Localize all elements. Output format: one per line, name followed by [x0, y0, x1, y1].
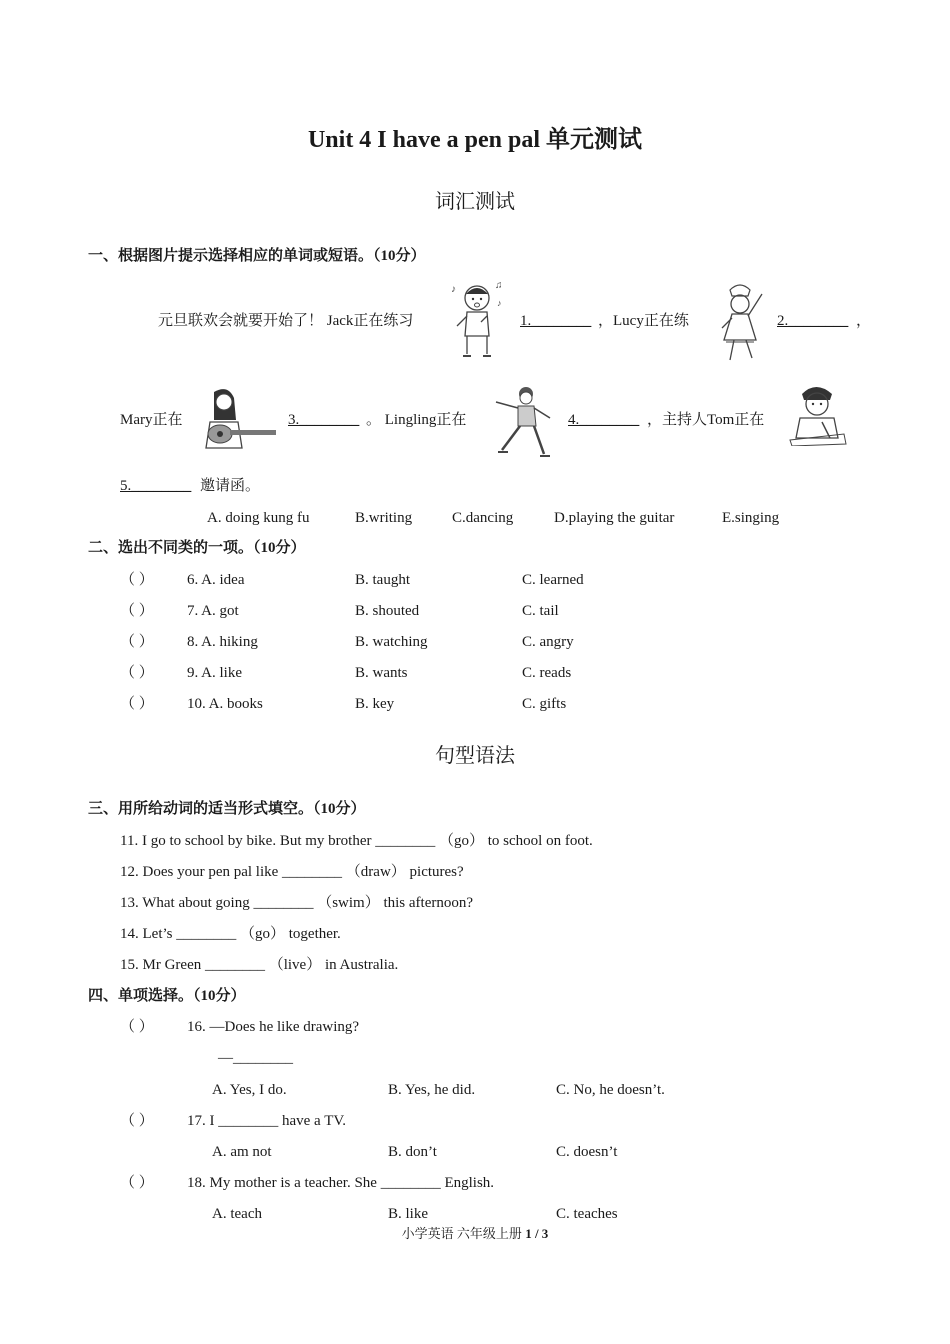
q12-text: 12. Does your pen pal like ________ （draw） pictures? — [120, 864, 464, 880]
s1-option-c: C.dancing — [452, 510, 514, 526]
s1-option-a: A. doing kung fu — [207, 510, 310, 526]
q6-option-b: B. taught — [355, 572, 410, 588]
q14-text: 14. Let’s ________ （go） together. — [120, 926, 341, 942]
s1-row1-text2: ，Lucy正在练 — [598, 313, 689, 329]
q9-option-a: 9. A. like — [187, 665, 242, 681]
q17-option-a: A. am not — [212, 1144, 272, 1160]
blank-1[interactable]: 1.________ — [520, 313, 592, 329]
q6-option-c: C. learned — [522, 572, 584, 588]
blank-3[interactable]: 3.________ — [288, 412, 360, 428]
s1-option-b: B.writing — [355, 510, 413, 526]
blank-5[interactable]: 5.________ — [120, 478, 192, 494]
page-footer — [0, 1224, 950, 1244]
q9-option-b: B. wants — [355, 665, 408, 681]
q17-option-c: C. doesn’t — [556, 1144, 618, 1160]
answer-paren[interactable]: （ ） — [120, 1019, 154, 1035]
section3-heading: 三、用所给动词的适当形式填空。（10分） — [88, 801, 366, 817]
blank-2[interactable]: 2.________ — [777, 313, 849, 329]
part1-title: 词汇测试 — [435, 191, 515, 213]
q8-option-a: 8. A. hiking — [187, 634, 258, 650]
q16-option-c: C. No, he doesn’t. — [556, 1082, 665, 1098]
s1-row3-text: 邀请函。 — [200, 478, 261, 494]
q11-text: 11. I go to school by bike. But my brother ________ （go） to school on foot. — [120, 833, 593, 849]
q18-option-a: A. teach — [212, 1206, 262, 1222]
footer-text: 小学英语 六年级上册 — [401, 1226, 522, 1241]
svg-text:♪: ♪ — [497, 298, 502, 308]
q16-option-a: A. Yes, I do. — [212, 1082, 287, 1098]
answer-paren[interactable]: （ ） — [120, 603, 154, 619]
dancing-girl-image — [710, 280, 770, 368]
q13-text: 13. What about going ________ （swim） this afternoon? — [120, 895, 474, 911]
q8-option-b: B. watching — [355, 634, 428, 650]
q18-text: 18. My mother is a teacher. She ________ English. — [187, 1175, 495, 1191]
q10-option-a: 10. A. books — [187, 696, 263, 712]
q17-option-b: B. don’t — [388, 1144, 437, 1160]
answer-paren[interactable]: （ ） — [120, 1113, 154, 1129]
section4-heading: 四、单项选择。（10分） — [88, 988, 246, 1004]
answer-paren[interactable]: （ ） — [120, 572, 154, 588]
q16-option-b: B. Yes, he did. — [388, 1082, 476, 1098]
q8-option-c: C. angry — [522, 634, 574, 650]
section2-heading: 二、选出不同类的一项。（10分） — [88, 540, 306, 556]
q16-answer-line[interactable]: —________ — [218, 1050, 293, 1066]
blank-4[interactable]: 4.________ — [568, 412, 640, 428]
s1-option-d: D.playing the guitar — [554, 510, 675, 526]
q10-option-b: B. key — [355, 696, 395, 712]
q10-option-c: C. gifts — [522, 696, 567, 712]
q18-option-c: C. teaches — [556, 1206, 618, 1222]
s1-row2-text2: 。 Lingling正在 — [366, 412, 467, 428]
s1-option-e: E.singing — [722, 510, 780, 526]
answer-paren[interactable]: （ ） — [120, 1175, 154, 1191]
section1-heading: 一、根据图片提示选择相应的单词或短语。（10分） — [88, 248, 426, 264]
q7-option-c: C. tail — [522, 603, 559, 619]
q15-text: 15. Mr Green ________ （live） in Australia. — [120, 957, 399, 973]
s1-row2-text1: Mary正在 — [120, 412, 183, 428]
s1-row2-text3: ，主持人Tom正在 — [647, 412, 765, 428]
writing-boy-image — [786, 382, 848, 446]
part2-title: 句型语法 — [435, 745, 515, 767]
q17-text: 17. I ________ have a TV. — [187, 1113, 347, 1129]
svg-text:♪: ♪ — [451, 284, 456, 295]
singing-boy-image — [447, 278, 507, 364]
page-number: 1 / 3 — [525, 1226, 549, 1241]
s1-row1-text3: ， — [856, 313, 872, 329]
page-title: Unit 4 I have a pen pal 单元测试 — [307, 127, 643, 153]
q7-option-b: B. shouted — [355, 603, 420, 619]
q7-option-a: 7. A. got — [187, 603, 239, 619]
svg-text:♫: ♫ — [495, 280, 503, 291]
q18-option-b: B. like — [388, 1206, 428, 1222]
answer-paren[interactable]: （ ） — [120, 665, 154, 681]
answer-paren[interactable]: （ ） — [120, 634, 154, 650]
guitar-girl-image — [194, 386, 280, 452]
q9-option-c: C. reads — [522, 665, 572, 681]
q16-text: 16. —Does he like drawing? — [187, 1019, 360, 1035]
s1-row1-text1: 元旦联欢会就要开始了！ Jack正在练习 — [158, 313, 414, 329]
answer-paren[interactable]: （ ） — [120, 696, 154, 712]
kung-fu-girl-image — [488, 384, 560, 458]
q6-option-a: 6. A. idea — [187, 572, 245, 588]
